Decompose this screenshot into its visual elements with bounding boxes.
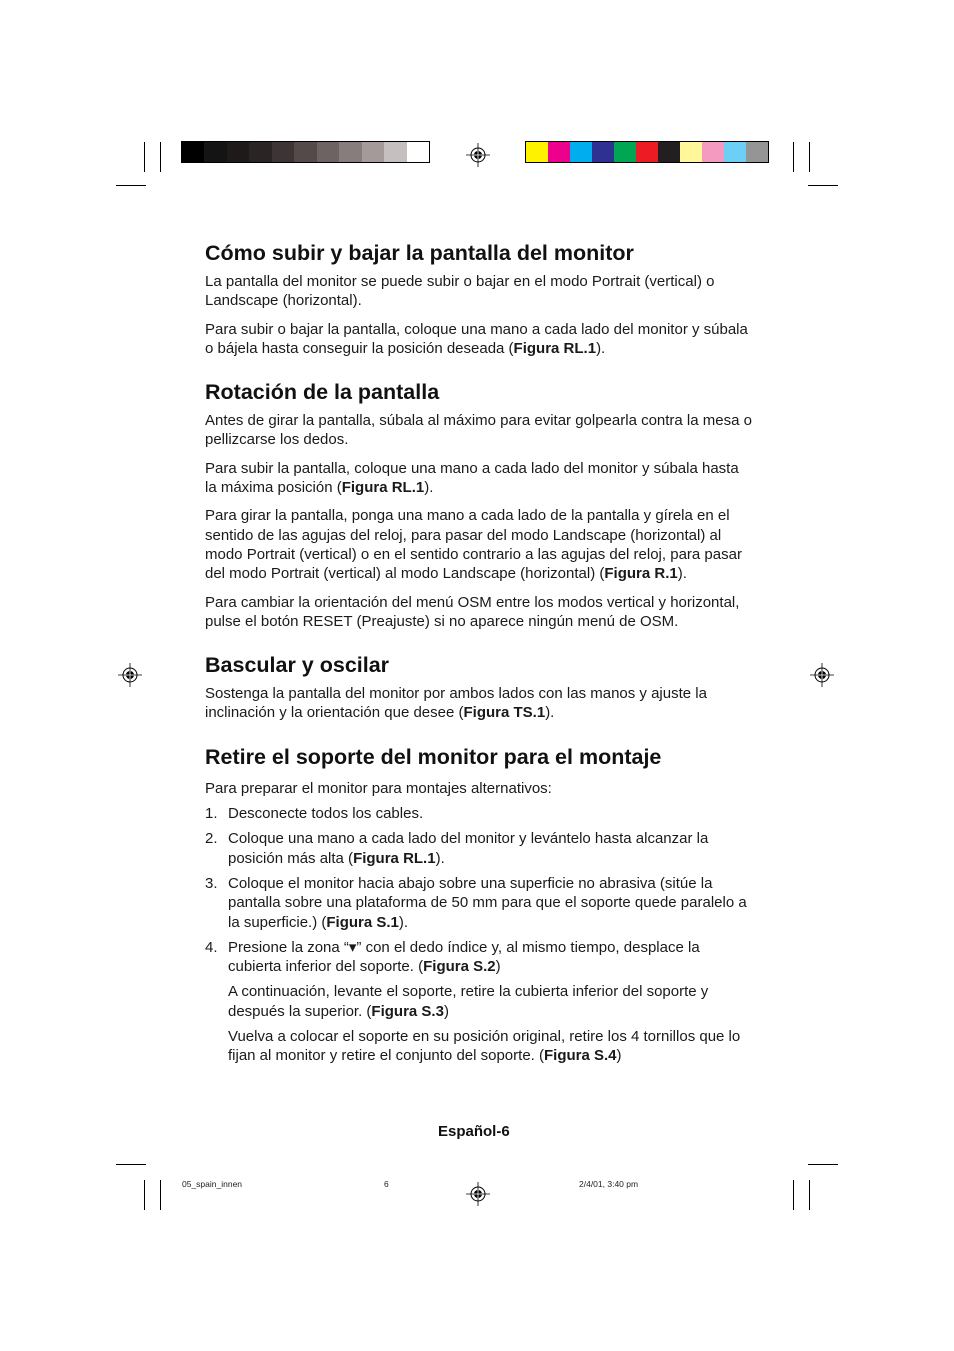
paragraph: Para subir la pantalla, coloque una mano a cada lado del monitor y súbala hasta la máxima posición (Figura RL.1). [205, 459, 739, 497]
registration-mark-icon [466, 143, 490, 167]
color-swatch [204, 142, 227, 162]
color-swatch [407, 142, 429, 162]
print-date: 2/4/01, 3:40 pm [579, 1179, 639, 1189]
color-swatch [570, 142, 592, 162]
color-swatch [249, 142, 272, 162]
list-text: Presione la zona “▾” con el dedo índice y, al mismo tiempo, desplace la cubierta inferior del soporte. (Figura S.2) [228, 938, 700, 976]
crop-mark [116, 1164, 146, 1165]
section-heading: Bascular y oscilar [205, 653, 390, 678]
color-swatch [614, 142, 636, 162]
crop-mark [809, 1180, 810, 1210]
color-swatch [339, 142, 362, 162]
crop-mark [144, 1180, 145, 1210]
registration-mark-icon [118, 663, 142, 687]
color-swatch [182, 142, 204, 162]
section-heading: Cómo subir y bajar la pantalla del monitor [205, 241, 634, 265]
paragraph: Antes de girar la pantalla, súbala al máximo para evitar golpearla contra la mesa o pellizcarse los dedos. [205, 412, 752, 449]
crop-mark [808, 185, 838, 186]
color-swatch [548, 142, 570, 162]
list-item [205, 874, 753, 932]
crop-mark [160, 142, 161, 172]
paragraph: Sostenga la pantalla del monitor por ambos lados con las manos y ajuste la inclinación y la orientación que desee (Figura TS.1). [205, 685, 707, 722]
color-swatch [384, 142, 407, 162]
list-item [205, 804, 753, 823]
list-text: Coloque el monitor hacia abajo sobre una superficie no abrasiva (sitúe la pantalla sobre una plataforma de 50 mm para que el soporte quede paralelo a la superficie.) (Figura S.1). [228, 874, 747, 931]
print-page-number: 6 [384, 1179, 389, 1189]
section-heading: Rotación de la pantalla [205, 380, 440, 405]
paragraph: La pantalla del monitor se puede subir o bajar en el modo Portrait (vertical) o Landscape (horizontal). [205, 273, 715, 310]
color-swatch [658, 142, 680, 162]
list-number: 1. [205, 805, 218, 823]
grayscale-calibration-bar [181, 141, 430, 163]
list-item [205, 938, 753, 977]
list-text: Coloque una mano a cada lado del monitor y levántelo hasta alcanzar la posición más alta (Figura RL.1). [228, 830, 709, 867]
color-swatch [294, 142, 317, 162]
color-swatch [317, 142, 339, 162]
color-swatch [724, 142, 746, 162]
list-item [205, 829, 753, 868]
crop-mark [793, 1180, 794, 1210]
color-swatch [362, 142, 384, 162]
crop-mark [144, 142, 145, 172]
color-swatch [680, 142, 702, 162]
color-swatch [636, 142, 658, 162]
color-swatch [702, 142, 724, 162]
list-continuation: A continuación, levante el soporte, retire la cubierta inferior del soporte y después la superior. (Figura S.3) [228, 983, 709, 1020]
list-text: Desconecte todos los cables. [228, 805, 424, 823]
list-number: 4. [205, 938, 218, 956]
paragraph: Para preparar el monitor para montajes alternativos: [205, 779, 552, 797]
registration-mark-icon [466, 1182, 490, 1206]
print-file-name: 05_spain_innen [182, 1179, 243, 1189]
color-swatch [526, 142, 548, 162]
page-content [205, 240, 753, 1066]
crop-mark [160, 1180, 161, 1210]
paragraph: Para cambiar la orientación del menú OSM entre los modos vertical y horizontal, pulse el botón RESET (Preajuste) si no aparece ningún menú de OSM. [205, 593, 740, 630]
crop-mark [809, 142, 810, 172]
list-number: 3. [205, 874, 218, 892]
color-swatch [592, 142, 614, 162]
color-calibration-bar [525, 141, 769, 163]
paragraph: Para girar la pantalla, ponga una mano a cada lado de la pantalla y gírela en el sentido de las agujas del reloj, para pasar del modo Landscape (horizontal) al modo Portrait (vertical) o en el sentido contrario a las agujas del reloj, para pasar del modo Portrait (vertical) al modo Landscape (horizontal) (Figura R.1). [205, 507, 742, 583]
crop-mark [116, 185, 146, 186]
list-number: 2. [205, 830, 218, 848]
color-swatch [227, 142, 249, 162]
crop-mark [793, 142, 794, 172]
crop-mark [808, 1164, 838, 1165]
color-swatch [272, 142, 294, 162]
section-heading: Retire el soporte del monitor para el montaje [205, 744, 662, 769]
page-number-label: Español-6 [438, 1123, 510, 1140]
color-swatch [746, 142, 768, 162]
registration-mark-icon [810, 663, 834, 687]
list-continuation: Vuelva a colocar el soporte en su posición original, retire los 4 tornillos que lo fijan al monitor y retire el conjunto del soporte. (Figura S.4) [228, 1028, 741, 1065]
paragraph: Para subir o bajar la pantalla, coloque una mano a cada lado del monitor y súbala o bájela hasta conseguir la posición deseada (Figura RL.1). [205, 320, 748, 357]
